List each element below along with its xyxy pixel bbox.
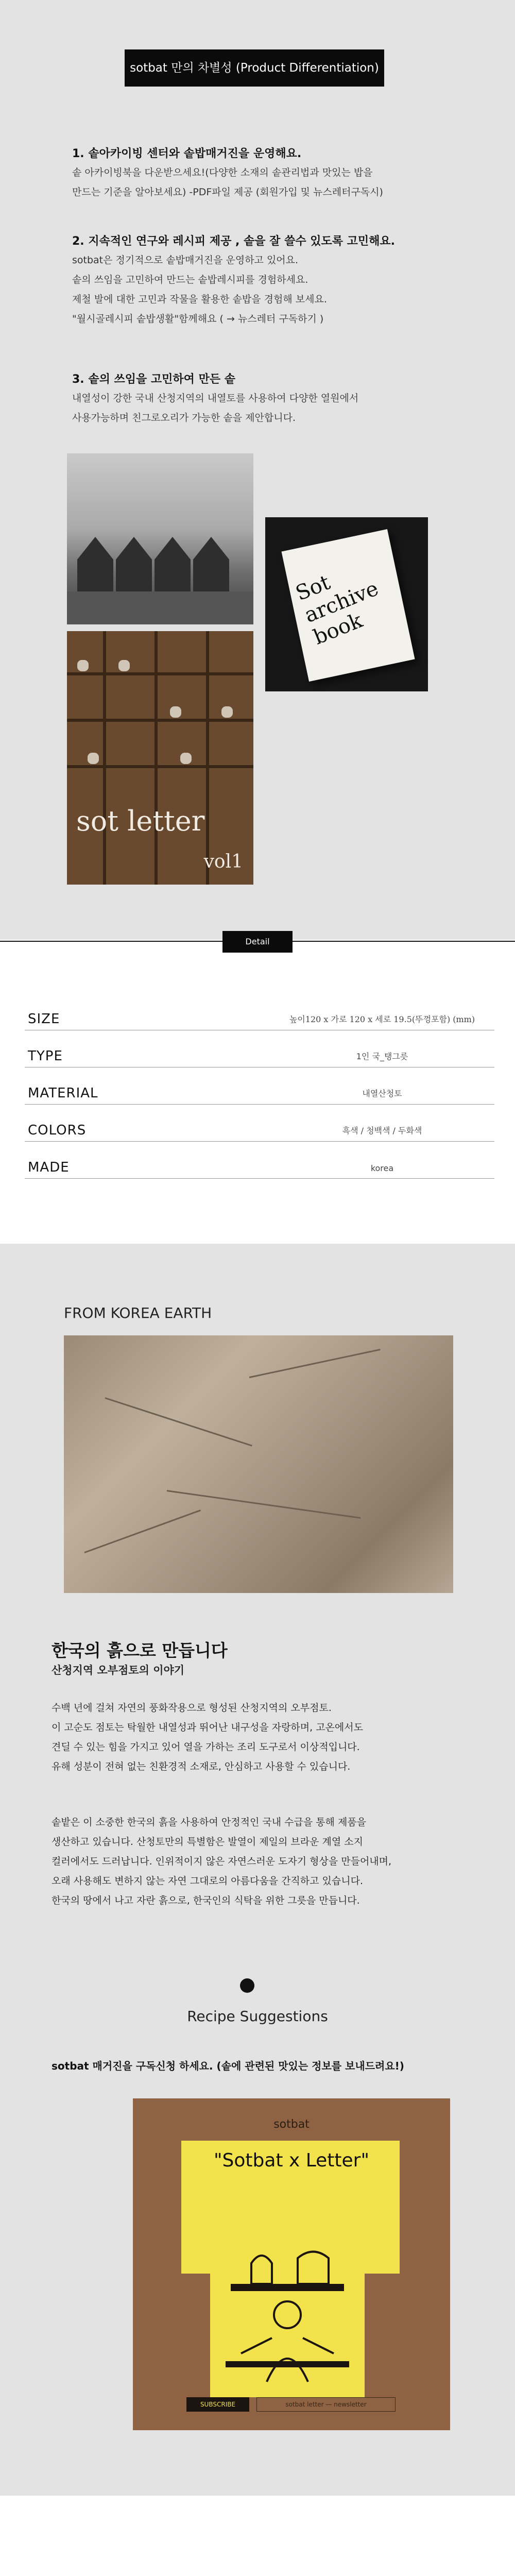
shelf-overlay-text: sot letter: [76, 805, 205, 837]
story-line: 컬러에서도 드러납니다. 인위적이지 않은 자연스러운 도자기 형상을 만들어내며,: [52, 1856, 392, 1867]
story-line: 유해 성분이 전혀 없는 친환경적 소재로, 안심하고 사용할 수 있습니다.: [52, 1761, 351, 1772]
point-line: 만드는 기준을 알아보세요) -PDF파일 제공 (회원가입 및 뉴스레터구독시): [72, 187, 383, 198]
shelf-overlay-vol: vol1: [203, 851, 243, 872]
rock-crack: [84, 1510, 201, 1553]
subscribe-line: sotbat 매거진을 구독신청 하세요. (솥에 관련된 맛있는 정보를 보내드려요!): [52, 2060, 404, 2072]
story-line: 한국의 땅에서 나고 자란 흙으로, 한국인의 식탁을 위한 그릇을 만듭니다.: [52, 1895, 360, 1906]
roof-shape: [193, 537, 229, 594]
pottery-shelf-photo: [67, 631, 253, 885]
point-title: 2. 지속적인 연구와 레시피 제공 , 솥을 잘 쓸수 있도록 고민해요.: [72, 235, 396, 248]
story-line: 이 고순도 점토는 탁월한 내열성과 뛰어난 내구성을 자랑하며, 고온에서도: [52, 1722, 363, 1733]
spec-value: 흑색 / 청백색 / 두화색: [342, 1126, 422, 1136]
archive-building-photo: [67, 453, 253, 624]
pot: [118, 660, 130, 671]
certificate-section: [0, 2496, 515, 2576]
shelf-board: [67, 672, 253, 675]
point-line: 솥 아카이빙북을 다운받으세요!(다양한 소재의 솥관리법과 맛있는 밥을: [72, 167, 373, 178]
spec-row-made: [25, 1150, 494, 1179]
clay-rock-photo: [64, 1335, 453, 1593]
spec-value: 1인 국_탱그릇: [356, 1052, 408, 1061]
story-line: 솥밭은 이 소중한 한국의 흙을 사용하여 안정적인 국내 수급을 통해 제품을: [52, 1817, 367, 1828]
section-dot-icon: [240, 1978, 254, 1993]
story-line: 생산하고 있습니다. 산청토만의 특별함은 발열이 제일의 브라운 계열 소지: [52, 1836, 363, 1848]
story-subtitle: 산청지역 오부점토의 이야기: [52, 1664, 185, 1676]
shelf-board: [67, 765, 253, 768]
archive-book-photo: [265, 517, 428, 691]
pot: [88, 753, 99, 764]
letter-promo-image[interactable]: [133, 2098, 450, 2430]
point-title: 3. 솥의 쓰임을 고민하여 만든 솥: [72, 373, 235, 386]
shelf-post: [154, 631, 158, 885]
rock-crack: [167, 1490, 361, 1519]
shelf-board: [67, 719, 253, 722]
point-3: [72, 371, 474, 428]
point-line: sotbat은 정기적으로 솥밥매거진을 운영하고 있어요.: [72, 255, 299, 266]
book-title: Sot archive book: [292, 570, 382, 650]
spec-row-type: [25, 1039, 494, 1067]
roof-shape: [154, 537, 191, 594]
pot: [180, 753, 192, 764]
courtyard: [67, 591, 253, 624]
story-line: 오래 사용해도 변하지 않는 자연 그대로의 아름다움을 간직하고 있습니다.: [52, 1875, 363, 1887]
point-title: 1. 솥아카이빙 센터와 솥밥매거진을 운영해요.: [72, 147, 302, 160]
story-paragraph-2: [52, 1812, 474, 1910]
story-line: 견딜 수 있는 힘을 가지고 있어 열을 가하는 조리 도구로서 이상적입니다.: [52, 1741, 360, 1753]
point-line: 사용가능하며 친그로오리가 가능한 솥을 제안합니다.: [72, 412, 296, 423]
point-line: 내열성이 강한 국내 산청지역의 내열토를 사용하여 다양한 열원에서: [72, 393, 359, 404]
spec-key: TYPE: [28, 1048, 63, 1064]
recipe-suggestions-label: Recipe Suggestions: [187, 2008, 328, 2025]
story-title: 한국의 흙으로 만듭니다: [52, 1640, 228, 1660]
point-2: [72, 233, 474, 329]
differentiation-section: [0, 0, 515, 940]
shelf-post: [206, 631, 209, 885]
roof-shape: [77, 537, 113, 594]
cooking-person-icon: [210, 2227, 365, 2397]
differentiation-badge: sotbat 만의 차별성 (Product Differentiation): [125, 49, 384, 87]
rock-crack: [105, 1397, 252, 1447]
detail-badge: Detail: [222, 931, 293, 953]
roof-shape: [116, 537, 152, 594]
rock-crack: [249, 1349, 381, 1378]
spec-value: 높이120 x 가로 120 x 세로 19.5(뚜껑포함) (mm): [289, 1014, 475, 1024]
pot: [170, 706, 181, 718]
spec-value: 내열산청토: [362, 1089, 402, 1098]
spec-value: korea: [370, 1163, 394, 1173]
newsletter-link[interactable]: sotbat letter — newsletter: [256, 2397, 396, 2412]
spec-key: SIZE: [28, 1011, 60, 1027]
spec-key: MADE: [28, 1160, 70, 1175]
subscribe-button[interactable]: SUBSCRIBE: [186, 2397, 249, 2412]
kraft-brand: sotbat: [273, 2118, 310, 2131]
kraft-title: "Sotbat x Letter": [213, 2150, 370, 2171]
spec-key: COLORS: [28, 1123, 87, 1138]
from-korea-label: FROM KOREA EARTH: [64, 1304, 212, 1321]
shelf-post: [103, 631, 106, 885]
story-paragraph-1: [52, 1698, 474, 1776]
story-line: 수백 년에 걸쳐 자연의 풍화작용으로 형성된 산청지역의 오부점토.: [52, 1702, 332, 1714]
pot: [221, 706, 233, 718]
pot: [77, 660, 89, 671]
cook-illustration: [210, 2227, 365, 2397]
spec-row-material: [25, 1076, 494, 1105]
point-line: 제철 발에 대한 고민과 작물을 활용한 솥밥을 경험해 보세요.: [72, 294, 327, 305]
point-line[interactable]: "월시골레시피 솥밥생활"함께해요 ( → 뉴스레터 구독하기 ): [72, 313, 324, 325]
spec-row-colors: [25, 1113, 494, 1142]
point-1: [72, 145, 474, 202]
spec-key: MATERIAL: [28, 1086, 98, 1101]
point-line: 솥의 쓰임을 고민하여 만드는 솥밥레시피를 경험하세요.: [72, 274, 308, 285]
spec-row-size: [25, 1002, 494, 1030]
